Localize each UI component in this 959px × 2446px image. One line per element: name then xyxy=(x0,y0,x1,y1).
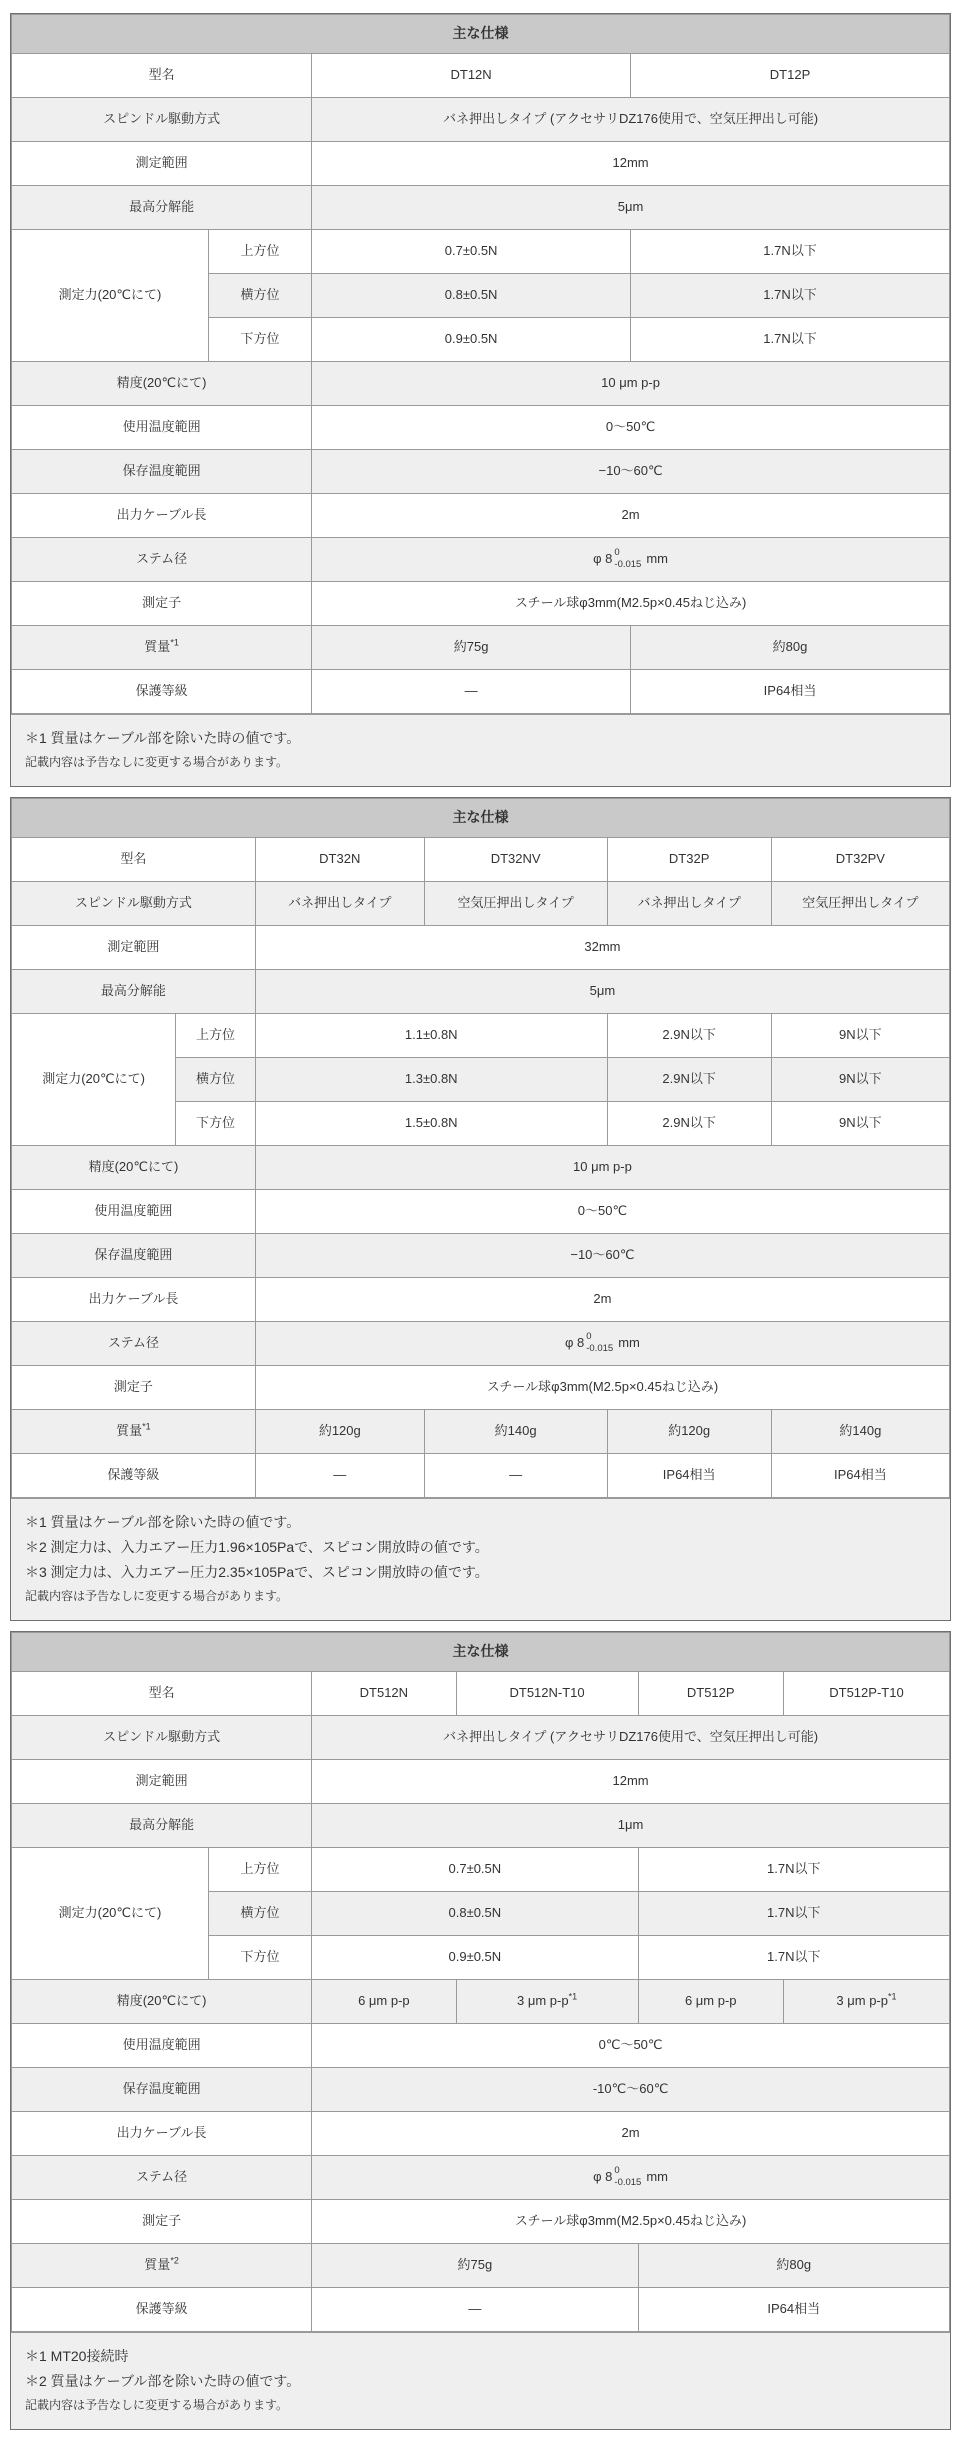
spec-value: 約75g xyxy=(312,2244,638,2288)
note-line: ＊2 質量はケーブル部を除いた時の値です。 xyxy=(25,2373,301,2389)
spec-value: 0.8±0.5N xyxy=(312,274,631,318)
spec-value: 0〜50℃ xyxy=(312,406,950,450)
spec-value: 2.9N以下 xyxy=(607,1058,771,1102)
spec-value: 1.7N以下 xyxy=(631,318,950,362)
no-value-dash: ― xyxy=(424,1454,607,1498)
spec-value: バネ押出しタイプ xyxy=(607,882,771,926)
spec-value: 5μm xyxy=(312,186,950,230)
spec-value: 9N以下 xyxy=(771,1014,949,1058)
spec-value: 0.7±0.5N xyxy=(312,230,631,274)
spec-value: 0.8±0.5N xyxy=(312,1892,638,1936)
sub-row-label: 下方位 xyxy=(208,1936,311,1980)
row-label-model: 型名 xyxy=(12,1672,312,1716)
spec-tables-container xyxy=(10,13,951,2430)
row-label: 出力ケーブル長 xyxy=(12,1278,256,1322)
spec-value: -10℃〜60℃ xyxy=(312,2068,950,2112)
table-notes xyxy=(11,1498,950,1620)
note-line: ＊1 質量はケーブル部を除いた時の値です。 xyxy=(25,1514,301,1530)
spec-table-dt512-grid xyxy=(11,1632,950,2332)
sub-row-label: 下方位 xyxy=(176,1102,256,1146)
row-label: スピンドル駆動方式 xyxy=(12,1716,312,1760)
spec-value: 5μm xyxy=(255,970,949,1014)
row-label: ステム径 xyxy=(12,1322,256,1366)
row-label: ステム径 xyxy=(12,538,312,582)
stem-diameter-value: φ 8 0 -0.015 mm xyxy=(255,1322,949,1366)
model-name: DT512P-T10 xyxy=(783,1672,949,1716)
no-value-dash: ― xyxy=(312,2288,638,2332)
table-notes xyxy=(11,714,950,786)
row-label: 保存温度範囲 xyxy=(12,1234,256,1278)
spec-value: 約80g xyxy=(631,626,950,670)
sub-row-label: 上方位 xyxy=(208,230,311,274)
row-label: 質量$^{*1}$ xyxy=(12,626,312,670)
spec-value: 0.9±0.5N xyxy=(312,1936,638,1980)
row-label: 保護等級 xyxy=(12,670,312,714)
row-label: 精度(20℃にて) xyxy=(12,1146,256,1190)
spec-value: スチール球φ3mm(M2.5p×0.45ねじ込み) xyxy=(255,1366,949,1410)
spec-value: IP64相当 xyxy=(638,2288,949,2332)
note-line: 記載内容は予告なしに変更する場合があります。 xyxy=(25,1589,289,1603)
sub-row-label: 下方位 xyxy=(208,318,311,362)
row-label: 使用温度範囲 xyxy=(12,406,312,450)
spec-value: 9N以下 xyxy=(771,1058,949,1102)
spec-value: 9N以下 xyxy=(771,1102,949,1146)
sub-row-label: 横方位 xyxy=(176,1058,256,1102)
spec-value: 約120g xyxy=(255,1410,424,1454)
model-name: DT32P xyxy=(607,838,771,882)
spec-value: IP64相当 xyxy=(607,1454,771,1498)
model-name: DT512N xyxy=(312,1672,456,1716)
sub-row-label: 上方位 xyxy=(176,1014,256,1058)
note-line: ＊3 測定力は、入力エアー圧力2.35×105Paで、スピコン開放時の値です。 xyxy=(25,1564,489,1580)
row-label: 最高分解能 xyxy=(12,1804,312,1848)
row-label: 測定子 xyxy=(12,2200,312,2244)
row-label: 使用温度範囲 xyxy=(12,2024,312,2068)
model-name: DT12P xyxy=(631,54,950,98)
spec-value: バネ押出しタイプ xyxy=(255,882,424,926)
table-title: 主な仕様 xyxy=(12,15,950,54)
sub-row-label: 上方位 xyxy=(208,1848,311,1892)
row-label: 質量$^{*2}$ xyxy=(12,2244,312,2288)
spec-value: 2m xyxy=(312,2112,950,2156)
spec-value: 2m xyxy=(312,494,950,538)
row-label: 保存温度範囲 xyxy=(12,2068,312,2112)
row-label-measuring-force: 測定力(20℃にて) xyxy=(12,1848,209,1980)
stem-diameter-value: φ 8 0 -0.015 mm xyxy=(312,2156,950,2200)
spec-value: 2m xyxy=(255,1278,949,1322)
row-label: 測定範囲 xyxy=(12,926,256,970)
row-label: 最高分解能 xyxy=(12,970,256,1014)
model-name: DT512P xyxy=(638,1672,783,1716)
no-value-dash: ― xyxy=(255,1454,424,1498)
row-label: 保存温度範囲 xyxy=(12,450,312,494)
row-label: 出力ケーブル長 xyxy=(12,2112,312,2156)
row-label: スピンドル駆動方式 xyxy=(12,98,312,142)
sub-row-label: 横方位 xyxy=(208,274,311,318)
row-label: スピンドル駆動方式 xyxy=(12,882,256,926)
spec-value: 1.7N以下 xyxy=(631,274,950,318)
row-label-model: 型名 xyxy=(12,54,312,98)
row-label: ステム径 xyxy=(12,2156,312,2200)
table-title: 主な仕様 xyxy=(12,1633,950,1672)
spec-value: IP64相当 xyxy=(771,1454,949,1498)
spec-table-dt32 xyxy=(10,797,951,1621)
stem-diameter-value: φ 8 0 -0.015 mm xyxy=(312,538,950,582)
spec-table-dt12 xyxy=(10,13,951,787)
row-label: 測定子 xyxy=(12,582,312,626)
spec-value: 6 μm p-p xyxy=(638,1980,783,2024)
row-label-model: 型名 xyxy=(12,838,256,882)
row-label: 測定範囲 xyxy=(12,142,312,186)
spec-table-dt32-grid xyxy=(11,798,950,1498)
no-value-dash: ― xyxy=(312,670,631,714)
row-label: 測定子 xyxy=(12,1366,256,1410)
spec-value: 0〜50℃ xyxy=(255,1190,949,1234)
spec-value: 1.5±0.8N xyxy=(255,1102,607,1146)
row-label: 質量$^{*1}$ xyxy=(12,1410,256,1454)
spec-value: バネ押出しタイプ (アクセサリDZ176使用で、空気圧押出し可能) xyxy=(312,98,950,142)
spec-value: 6 μm p-p xyxy=(312,1980,456,2024)
spec-value: 12mm xyxy=(312,142,950,186)
note-line: 記載内容は予告なしに変更する場合があります。 xyxy=(25,755,289,769)
spec-value: 10 μm p-p xyxy=(312,362,950,406)
spec-table-dt12-grid xyxy=(11,14,950,714)
model-name: DT32NV xyxy=(424,838,607,882)
row-label: 保護等級 xyxy=(12,2288,312,2332)
row-label: 使用温度範囲 xyxy=(12,1190,256,1234)
row-label: 精度(20℃にて) xyxy=(12,362,312,406)
row-label: 測定範囲 xyxy=(12,1760,312,1804)
spec-value: スチール球φ3mm(M2.5p×0.45ねじ込み) xyxy=(312,582,950,626)
spec-value: −10〜60℃ xyxy=(255,1234,949,1278)
table-title: 主な仕様 xyxy=(12,799,950,838)
spec-value: 0.7±0.5N xyxy=(312,1848,638,1892)
spec-value: 1.3±0.8N xyxy=(255,1058,607,1102)
row-label: 保護等級 xyxy=(12,1454,256,1498)
row-label: 出力ケーブル長 xyxy=(12,494,312,538)
spec-value: 3 μm $p-p^{*1}$ xyxy=(456,1980,638,2024)
model-name: DT32PV xyxy=(771,838,949,882)
spec-value: 約140g xyxy=(424,1410,607,1454)
row-label: 最高分解能 xyxy=(12,186,312,230)
spec-value: 1.7N以下 xyxy=(638,1892,949,1936)
row-label: 精度(20℃にて) xyxy=(12,1980,312,2024)
spec-value: 10 μm p-p xyxy=(255,1146,949,1190)
spec-value: 約120g xyxy=(607,1410,771,1454)
spec-value: バネ押出しタイプ (アクセサリDZ176使用で、空気圧押出し可能) xyxy=(312,1716,950,1760)
note-line: ＊2 測定力は、入力エアー圧力1.96×105Paで、スピコン開放時の値です。 xyxy=(25,1539,489,1555)
row-label-measuring-force: 測定力(20℃にて) xyxy=(12,1014,176,1146)
note-line: ＊1 質量はケーブル部を除いた時の値です。 xyxy=(25,730,301,746)
spec-value: IP64相当 xyxy=(631,670,950,714)
spec-value: 2.9N以下 xyxy=(607,1014,771,1058)
spec-value: 0℃〜50℃ xyxy=(312,2024,950,2068)
model-name: DT512N-T10 xyxy=(456,1672,638,1716)
table-notes xyxy=(11,2332,950,2429)
spec-value: 32mm xyxy=(255,926,949,970)
note-line: ＊1 MT20接続時 xyxy=(25,2348,129,2364)
spec-value: 空気圧押出しタイプ xyxy=(424,882,607,926)
note-line: 記載内容は予告なしに変更する場合があります。 xyxy=(25,2398,289,2412)
spec-value: 0.9±0.5N xyxy=(312,318,631,362)
spec-table-dt512 xyxy=(10,1631,951,2430)
spec-value: −10〜60℃ xyxy=(312,450,950,494)
spec-value: 約75g xyxy=(312,626,631,670)
spec-value: 1μm xyxy=(312,1804,950,1848)
sub-row-label: 横方位 xyxy=(208,1892,311,1936)
spec-value: 約140g xyxy=(771,1410,949,1454)
spec-value: 2.9N以下 xyxy=(607,1102,771,1146)
spec-value: スチール球φ3mm(M2.5p×0.45ねじ込み) xyxy=(312,2200,950,2244)
spec-value: 1.1±0.8N xyxy=(255,1014,607,1058)
spec-value: 1.7N以下 xyxy=(638,1848,949,1892)
spec-value: 1.7N以下 xyxy=(638,1936,949,1980)
row-label-measuring-force: 測定力(20℃にて) xyxy=(12,230,209,362)
spec-value: 約80g xyxy=(638,2244,949,2288)
model-name: DT32N xyxy=(255,838,424,882)
spec-value: 12mm xyxy=(312,1760,950,1804)
spec-value: 3 μm $p-p^{*1}$ xyxy=(783,1980,949,2024)
model-name: DT12N xyxy=(312,54,631,98)
spec-value: 空気圧押出しタイプ xyxy=(771,882,949,926)
spec-value: 1.7N以下 xyxy=(631,230,950,274)
